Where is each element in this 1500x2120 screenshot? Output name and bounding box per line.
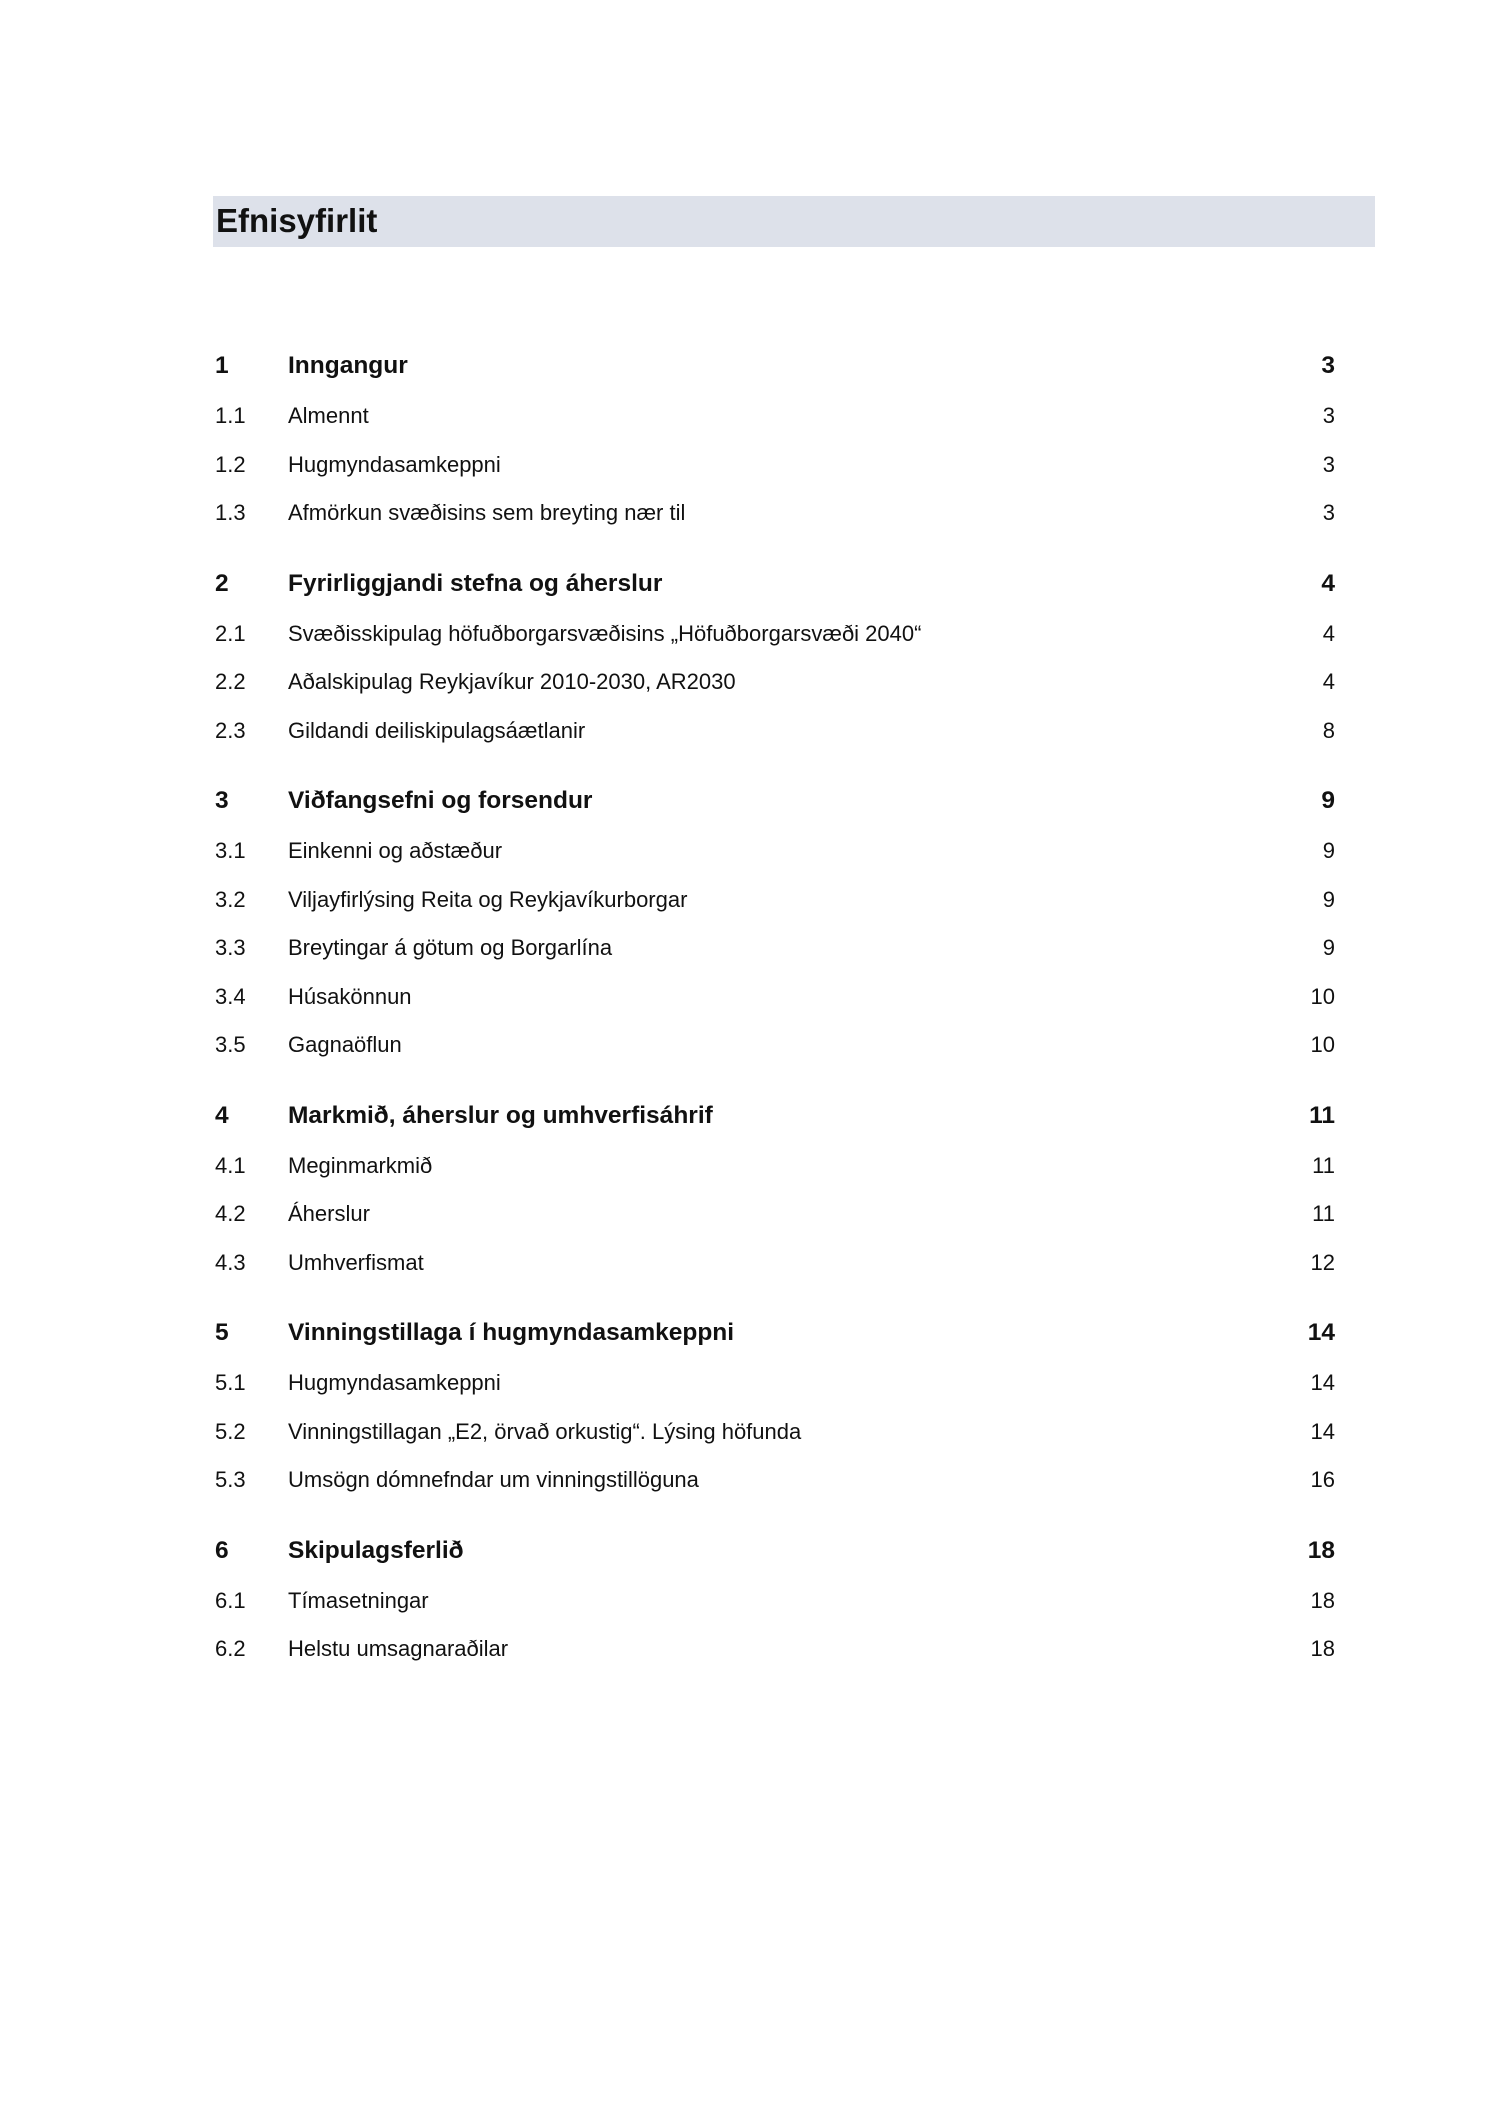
toc-title: Gildandi deiliskipulagsáætlanir <box>288 717 586 743</box>
toc-section-row[interactable] <box>213 441 1335 490</box>
toc-page-number: 18 <box>1307 1536 1335 1564</box>
toc-title: Helstu umsagnaraðilar <box>288 1636 509 1661</box>
toc-section-row[interactable] <box>213 1239 1335 1288</box>
toc-number: 3.2 <box>215 886 246 912</box>
toc-title: Umsögn dómnefndar um vinningstillöguna <box>288 1467 699 1492</box>
toc-heading: Efnisyfirlit <box>216 202 378 239</box>
toc-page-number: 3 <box>1322 500 1335 525</box>
toc-number: 3.5 <box>215 1032 246 1057</box>
toc-section-row[interactable] <box>213 610 1335 659</box>
toc-number: 2 <box>215 569 229 597</box>
toc-section-row[interactable] <box>213 1577 1335 1626</box>
toc-number: 4.2 <box>215 1201 246 1226</box>
toc-section-row[interactable] <box>213 973 1335 1022</box>
toc-section-row[interactable] <box>213 876 1335 925</box>
toc-heading-bar <box>213 196 1375 247</box>
toc-title: Fyrirliggjandi stefna og áherslur <box>288 569 663 597</box>
toc-page-number: 11 <box>1309 1101 1335 1129</box>
toc-section-row[interactable] <box>213 1142 1335 1191</box>
toc-page-number: 18 <box>1310 1636 1335 1661</box>
toc-page-number: 16 <box>1310 1467 1335 1492</box>
table-of-contents <box>213 340 1335 1674</box>
toc-title: Vinningstillaga í hugmyndasamkeppni <box>288 1319 735 1346</box>
toc-page-number: 4 <box>1321 569 1335 597</box>
toc-number: 3 <box>215 787 229 814</box>
toc-page-number: 4 <box>1322 620 1335 646</box>
toc-page-number: 8 <box>1322 717 1335 743</box>
toc-page-number: 14 <box>1310 1370 1335 1395</box>
toc-number: 5 <box>215 1319 229 1346</box>
toc-page-number: 10 <box>1310 1032 1335 1057</box>
toc-title: Húsakönnun <box>288 983 412 1009</box>
toc-number: 2.1 <box>215 620 246 646</box>
toc-number: 4.3 <box>215 1249 246 1275</box>
toc-number: 2.3 <box>215 717 246 743</box>
toc-section-row[interactable] <box>213 1408 1335 1457</box>
toc-section-row[interactable] <box>213 924 1335 973</box>
toc-number: 3.3 <box>215 935 246 960</box>
toc-section-row[interactable] <box>213 392 1335 441</box>
toc-title: Inngangur <box>288 352 408 379</box>
toc-chapter-row[interactable] <box>213 1090 1335 1142</box>
toc-number: 1.1 <box>215 403 246 428</box>
toc-page-number: 9 <box>1321 787 1335 814</box>
toc-number: 6.2 <box>215 1636 246 1661</box>
toc-page-number: 9 <box>1322 886 1335 912</box>
toc-title: Afmörkun svæðisins sem breyting nær til <box>288 500 686 525</box>
toc-title: Almennt <box>288 403 369 428</box>
toc-page-number: 4 <box>1322 669 1335 694</box>
toc-chapter-row[interactable] <box>213 558 1335 610</box>
toc-page-number: 14 <box>1307 1319 1335 1346</box>
toc-chapter-row[interactable] <box>213 775 1335 827</box>
toc-section-row[interactable] <box>213 827 1335 876</box>
toc-section-row[interactable] <box>213 707 1335 756</box>
toc-title: Hugmyndasamkeppni <box>288 451 501 477</box>
toc-page-number: 3 <box>1321 352 1335 379</box>
toc-title: Skipulagsferlið <box>288 1536 464 1564</box>
toc-number: 5.3 <box>215 1467 246 1492</box>
toc-page-number: 9 <box>1322 935 1335 960</box>
toc-title: Tímasetningar <box>288 1587 429 1613</box>
toc-number: 1.2 <box>215 451 246 477</box>
toc-title: Umhverfismat <box>288 1249 424 1275</box>
toc-title: Hugmyndasamkeppni <box>288 1370 501 1395</box>
toc-page-number: 3 <box>1322 451 1335 477</box>
toc-page-number: 11 <box>1312 1201 1335 1226</box>
toc-number: 1 <box>215 352 229 379</box>
toc-title: Svæðisskipulag höfuðborgarsvæðisins „Höfuðborgarsvæði 2040“ <box>288 620 922 646</box>
toc-number: 6 <box>215 1536 229 1564</box>
toc-title: Meginmarkmið <box>288 1152 433 1178</box>
toc-number: 5.1 <box>215 1370 246 1395</box>
toc-title: Markmið, áherslur og umhverfisáhrif <box>288 1101 713 1129</box>
toc-page-number: 14 <box>1310 1418 1335 1444</box>
toc-page-number: 18 <box>1310 1587 1335 1613</box>
toc-page-number: 10 <box>1310 983 1335 1009</box>
toc-chapter-row[interactable] <box>213 1525 1335 1577</box>
toc-title: Áherslur <box>288 1201 370 1226</box>
toc-section-row[interactable] <box>213 658 1335 707</box>
toc-page-number: 3 <box>1322 403 1335 428</box>
toc-number: 4 <box>215 1101 229 1129</box>
toc-section-row[interactable] <box>213 1190 1335 1239</box>
toc-title: Vinningstillagan „E2, örvað orkustig“. Lýsing höfunda <box>288 1418 802 1444</box>
toc-chapter-row[interactable] <box>213 1307 1335 1359</box>
toc-chapter-row[interactable] <box>213 340 1335 392</box>
toc-page-number: 9 <box>1322 838 1335 863</box>
toc-section-row[interactable] <box>213 489 1335 538</box>
toc-section-row[interactable] <box>213 1359 1335 1408</box>
toc-number: 4.1 <box>215 1152 246 1178</box>
toc-number: 2.2 <box>215 669 246 694</box>
toc-number: 3.4 <box>215 983 246 1009</box>
toc-title: Viljayfirlýsing Reita og Reykjavíkurborgar <box>288 886 688 912</box>
toc-number: 3.1 <box>215 838 246 863</box>
toc-section-row[interactable] <box>213 1625 1335 1674</box>
toc-title: Viðfangsefni og forsendur <box>288 787 593 814</box>
toc-title: Aðalskipulag Reykjavíkur 2010-2030, AR2030 <box>288 669 736 694</box>
toc-section-row[interactable] <box>213 1021 1335 1070</box>
toc-title: Breytingar á götum og Borgarlína <box>288 935 613 960</box>
toc-title: Gagnaöflun <box>288 1032 402 1057</box>
toc-number: 1.3 <box>215 500 246 525</box>
toc-page-number: 12 <box>1310 1249 1335 1275</box>
toc-title: Einkenni og aðstæður <box>288 838 503 863</box>
toc-section-row[interactable] <box>213 1456 1335 1505</box>
toc-number: 6.1 <box>215 1587 246 1613</box>
toc-page-number: 11 <box>1312 1152 1335 1178</box>
toc-number: 5.2 <box>215 1418 246 1444</box>
